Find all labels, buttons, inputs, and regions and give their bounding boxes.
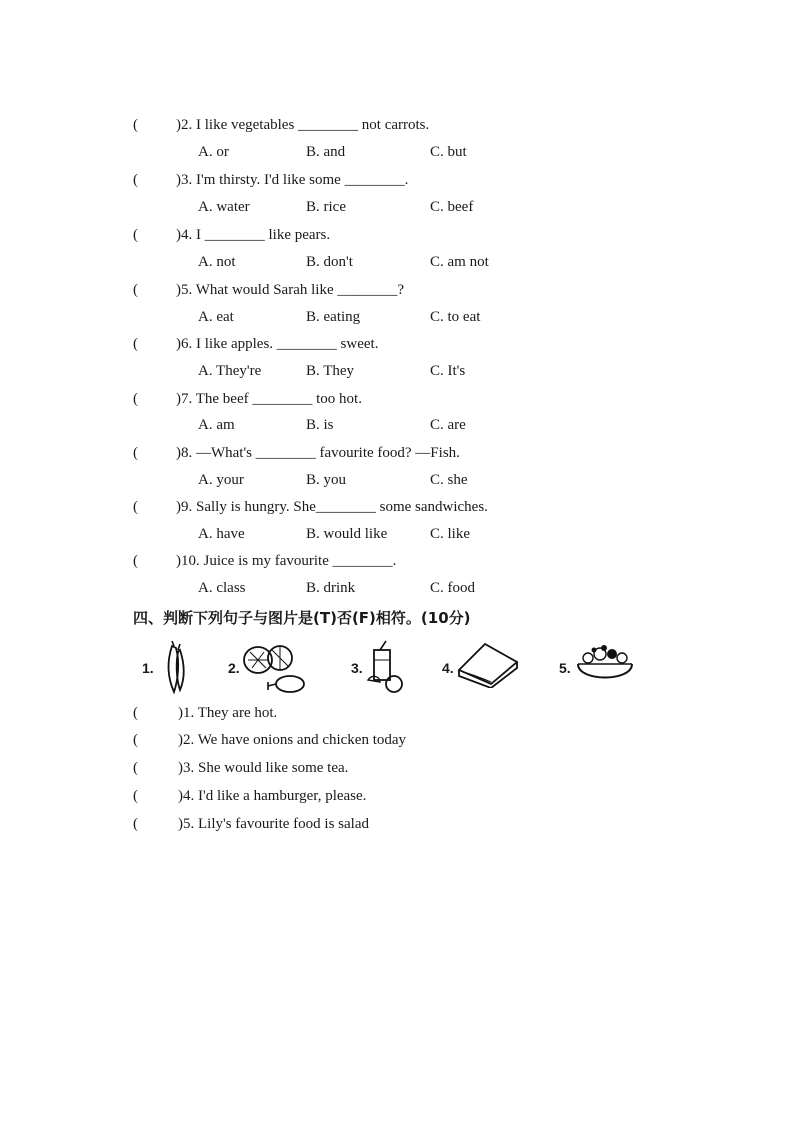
question-stem: )3. I'm thirsty. I'd like some ________. <box>176 172 409 188</box>
question-row <box>0 172 794 194</box>
question-row <box>0 499 794 521</box>
answer-paren[interactable]: ( <box>133 816 138 832</box>
option-a: A. not <box>198 254 236 270</box>
answer-paren[interactable]: ( <box>133 445 138 461</box>
picture-label: 2. <box>228 660 240 676</box>
option-a: A. water <box>198 199 250 215</box>
option-a: A. They're <box>198 363 262 379</box>
option-b: B. and <box>306 144 346 160</box>
answer-paren[interactable]: ( <box>133 788 138 804</box>
question-row <box>0 282 794 304</box>
question-row <box>0 117 794 139</box>
question-stem: )6. I like apples. ________ sweet. <box>176 336 379 352</box>
question-stem: )10. Juice is my favourite ________. <box>176 553 397 569</box>
peppers-icon <box>158 640 194 696</box>
answer-paren[interactable]: ( <box>133 391 138 407</box>
option-c: C. like <box>430 526 470 542</box>
option-b: B. don't <box>306 254 353 270</box>
option-a: A. your <box>198 472 244 488</box>
judgement-row <box>0 788 794 810</box>
option-a: A. class <box>198 580 246 596</box>
question-stem: )5. What would Sarah like ________? <box>176 282 405 298</box>
answer-paren[interactable]: ( <box>133 732 138 748</box>
judgement-text: )3. She would like some tea. <box>178 760 349 776</box>
option-b: B. is <box>306 417 334 433</box>
judgement-row <box>0 732 794 754</box>
option-b: B. you <box>306 472 347 488</box>
option-b: B. They <box>306 363 355 379</box>
question-row <box>0 553 794 575</box>
picture-label: 5. <box>559 660 571 676</box>
question-stem: )4. I ________ like pears. <box>176 227 331 243</box>
answer-paren[interactable]: ( <box>133 553 138 569</box>
question-row <box>0 336 794 358</box>
option-a: A. or <box>198 144 229 160</box>
option-a: A. am <box>198 417 235 433</box>
question-stem: )9. Sally is hungry. She________ some sandwiches. <box>176 499 488 515</box>
answer-paren[interactable]: ( <box>133 499 138 515</box>
answer-paren[interactable]: ( <box>133 282 138 298</box>
section-title: 四、判断下列句子与图片是(T)否(F)相符。(10分) <box>133 609 471 627</box>
juice-orange-icon <box>366 640 406 694</box>
option-a: A. have <box>198 526 245 542</box>
judgement-row <box>0 760 794 782</box>
options-row <box>0 417 794 439</box>
judgement-text: )1. They are hot. <box>178 705 278 721</box>
answer-paren[interactable]: ( <box>133 172 138 188</box>
question-row <box>0 445 794 467</box>
question-row <box>0 391 794 413</box>
question-stem: )8. —What's ________ favourite food? —Fish. <box>176 445 460 461</box>
option-c: C. am not <box>430 254 489 270</box>
picture-label: 1. <box>142 660 154 676</box>
answer-paren[interactable]: ( <box>133 117 138 133</box>
option-c: C. food <box>430 580 475 596</box>
picture-label: 4. <box>442 660 454 676</box>
judgement-text: )4. I'd like a hamburger, please. <box>178 788 367 804</box>
answer-paren[interactable]: ( <box>133 705 138 721</box>
option-c: C. It's <box>430 363 466 379</box>
answer-paren[interactable]: ( <box>133 336 138 352</box>
option-c: C. beef <box>430 199 474 215</box>
option-b: B. rice <box>306 199 346 215</box>
question-row <box>0 227 794 249</box>
option-a: A. eat <box>198 309 234 325</box>
options-row <box>0 526 794 548</box>
onion-chicken-icon <box>240 640 312 696</box>
option-c: C. but <box>430 144 467 160</box>
question-stem: )2. I like vegetables ________ not carrots. <box>176 117 430 133</box>
judgement-row <box>0 816 794 838</box>
judgement-text: )2. We have onions and chicken today <box>178 732 407 748</box>
answer-paren[interactable]: ( <box>133 227 138 243</box>
option-c: C. to eat <box>430 309 481 325</box>
picture-label: 3. <box>351 660 363 676</box>
question-stem: )7. The beef ________ too hot. <box>176 391 362 407</box>
options-row <box>0 199 794 221</box>
options-row <box>0 309 794 331</box>
options-row <box>0 144 794 166</box>
salad-bowl-icon <box>574 640 636 690</box>
option-c: C. are <box>430 417 466 433</box>
option-c: C. she <box>430 472 468 488</box>
options-row <box>0 363 794 385</box>
options-row <box>0 580 794 602</box>
options-row <box>0 472 794 494</box>
option-b: B. eating <box>306 309 361 325</box>
option-b: B. would like <box>306 526 388 542</box>
judgement-text: )5. Lily's favourite food is salad <box>178 816 369 832</box>
option-b: B. drink <box>306 580 356 596</box>
options-row <box>0 254 794 276</box>
answer-paren[interactable]: ( <box>133 760 138 776</box>
sandwich-icon <box>455 640 521 688</box>
judgement-row <box>0 705 794 727</box>
